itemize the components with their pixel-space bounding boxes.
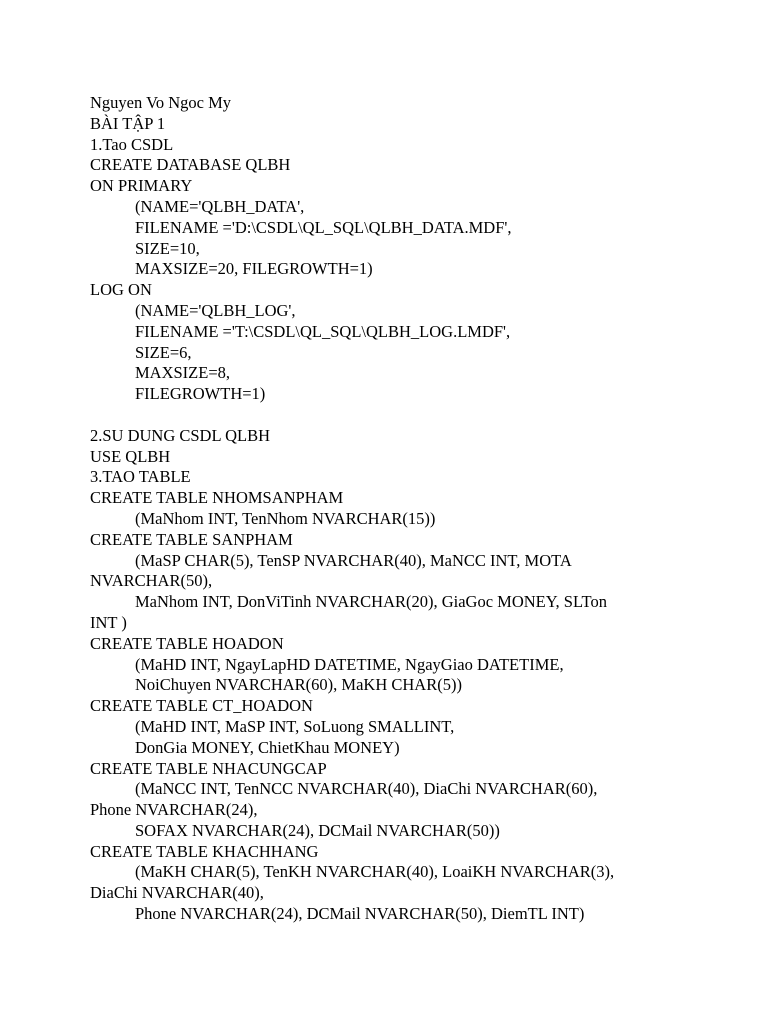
nhacungcap-columns-1: (MaNCC INT, TenNCC NVARCHAR(40), DiaChi NVARCHAR(60), [135, 779, 598, 799]
log-name-line: (NAME='QLBH_LOG', [135, 300, 296, 320]
create-table-sanpham: CREATE TABLE SANPHAM [90, 529, 293, 549]
log-maxsize-line: MAXSIZE=8, [135, 363, 231, 383]
sanpham-columns-2: NVARCHAR(50), [90, 571, 213, 591]
create-table-hoadon: CREATE TABLE HOADON [90, 633, 284, 653]
khachhang-columns-1: (MaKH CHAR(5), TenKH NVARCHAR(40), LoaiKH NVARCHAR(3), [135, 862, 615, 882]
ct-hoadon-columns-1: (MaHD INT, MaSP INT, SoLuong SMALLINT, [135, 716, 455, 736]
create-database-line: CREATE DATABASE QLBH [90, 155, 291, 175]
exercise-title: BÀI TẬP 1 [90, 113, 166, 133]
create-table-nhacungcap: CREATE TABLE NHACUNGCAP [90, 758, 327, 778]
nhacungcap-columns-2: Phone NVARCHAR(24), [90, 800, 258, 820]
log-filegrowth-line: FILEGROWTH=1) [135, 384, 266, 404]
data-filename-line: FILENAME ='D:\CSDL\QL_SQL\QLBH_DATA.MDF', [135, 217, 512, 237]
nhomsanpham-columns-1: (MaNhom INT, TenNhom NVARCHAR(15)) [135, 508, 436, 528]
data-name-line: (NAME='QLBH_DATA', [135, 196, 305, 216]
log-on-line: LOG ON [90, 280, 152, 300]
section-2-heading: 2.SU DUNG CSDL QLBH [90, 425, 270, 445]
data-size-line: SIZE=10, [135, 238, 200, 258]
khachhang-columns-3: Phone NVARCHAR(24), DCMail NVARCHAR(50), DiemTL INT) [135, 904, 585, 924]
nhacungcap-columns-3: SOFAX NVARCHAR(24), DCMail NVARCHAR(50)) [135, 820, 500, 840]
ct-hoadon-columns-2: DonGia MONEY, ChietKhau MONEY) [135, 737, 400, 757]
khachhang-columns-2: DiaChi NVARCHAR(40), [90, 883, 264, 903]
section-1-heading: 1.Tao CSDL [90, 134, 174, 154]
document-page [90, 93, 750, 925]
create-table-khachhang: CREATE TABLE KHACHHANG [90, 841, 319, 861]
blank-line [90, 405, 750, 426]
sanpham-columns-1: (MaSP CHAR(5), TenSP NVARCHAR(40), MaNCC INT, MOTA [135, 550, 572, 570]
create-table-ct-hoadon: CREATE TABLE CT_HOADON [90, 696, 313, 716]
sanpham-columns-4: INT ) [90, 612, 127, 632]
section-3-heading: 3.TAO TABLE [90, 467, 191, 487]
log-filename-line: FILENAME ='T:\CSDL\QL_SQL\QLBH_LOG.LMDF', [135, 321, 511, 341]
create-table-nhomsanpham: CREATE TABLE NHOMSANPHAM [90, 488, 344, 508]
log-size-line: SIZE=6, [135, 342, 192, 362]
hoadon-columns-1: (MaHD INT, NgayLapHD DATETIME, NgayGiao DATETIME, [135, 654, 564, 674]
sanpham-columns-3: MaNhom INT, DonViTinh NVARCHAR(20), GiaGoc MONEY, SLTon [135, 592, 607, 612]
use-database-line: USE QLBH [90, 446, 171, 466]
author-name: Nguyen Vo Ngoc My [90, 93, 232, 112]
data-maxsize-line: MAXSIZE=20, FILEGROWTH=1) [135, 259, 373, 279]
on-primary-line: ON PRIMARY [90, 176, 193, 196]
hoadon-columns-2: NoiChuyen NVARCHAR(60), MaKH CHAR(5)) [135, 675, 462, 695]
